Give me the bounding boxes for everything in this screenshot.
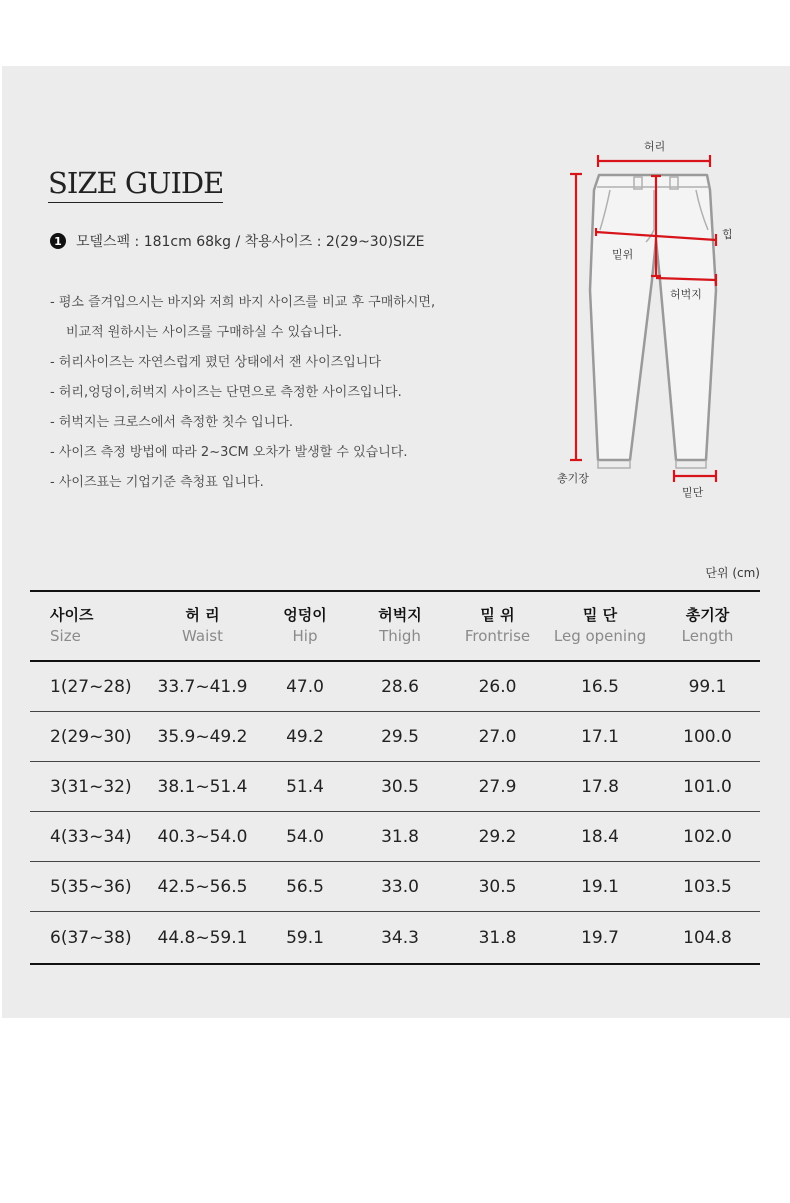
cell-hip: 47.0 xyxy=(260,661,350,712)
header-length: 총기장 Length xyxy=(681,606,734,645)
cell-length: 104.8 xyxy=(655,912,760,965)
table-row xyxy=(30,712,760,762)
cell-waist: 40.3~54.0 xyxy=(145,812,260,862)
cell-length: 101.0 xyxy=(655,762,760,812)
cell-waist: 42.5~56.5 xyxy=(145,862,260,912)
cell-size: 1(27~28) xyxy=(30,661,145,712)
cell-thigh: 30.5 xyxy=(350,762,450,812)
cell-size: 2(29~30) xyxy=(30,712,145,762)
header-hip: 엉덩이 Hip xyxy=(283,606,327,645)
cell-thigh: 31.8 xyxy=(350,812,450,862)
cell-frontrise: 29.2 xyxy=(450,812,545,862)
length-label: 총기장 xyxy=(557,472,589,485)
hip-label: 힙 xyxy=(722,228,733,241)
number-badge: 1 xyxy=(50,233,66,249)
cell-size: 3(31~32) xyxy=(30,762,145,812)
size-table xyxy=(30,590,760,965)
cell-leg-opening: 18.4 xyxy=(545,812,655,862)
cell-size: 5(35~36) xyxy=(30,862,145,912)
cell-hip: 59.1 xyxy=(260,912,350,965)
cell-size: 4(33~34) xyxy=(30,812,145,862)
cell-frontrise: 31.8 xyxy=(450,912,545,965)
cell-thigh: 29.5 xyxy=(350,712,450,762)
unit-label: 단위 (cm) xyxy=(705,566,760,580)
cell-frontrise: 27.0 xyxy=(450,712,545,762)
header-waist: 허 리 Waist xyxy=(182,606,223,645)
cell-size: 6(37~38) xyxy=(30,912,145,965)
note-item: - 허리,엉덩이,허벅지 사이즈는 단면으로 측정한 사이즈입니다. xyxy=(50,385,402,400)
note-item: - 허리사이즈는 자연스럽게 폈던 상태에서 잰 사이즈입니다 xyxy=(50,355,381,370)
thigh-label: 허벅지 xyxy=(670,288,702,301)
note-item: - 평소 즐겨입으시는 바지와 저희 바지 사이즈를 비교 후 구매하시면, xyxy=(50,295,436,310)
cell-thigh: 28.6 xyxy=(350,661,450,712)
table-row xyxy=(30,812,760,862)
hem-label: 밑단 xyxy=(682,486,704,499)
cell-leg-opening: 16.5 xyxy=(545,661,655,712)
cell-leg-opening: 19.7 xyxy=(545,912,655,965)
cell-length: 103.5 xyxy=(655,862,760,912)
cell-leg-opening: 19.1 xyxy=(545,862,655,912)
note-item: - 사이즈 측정 방법에 따라 2~3CM 오차가 발생할 수 있습니다. xyxy=(50,445,408,460)
cell-waist: 38.1~51.4 xyxy=(145,762,260,812)
waist-label: 허리 xyxy=(644,140,666,153)
table-row xyxy=(30,912,760,965)
table-row xyxy=(30,862,760,912)
cell-waist: 33.7~41.9 xyxy=(145,661,260,712)
cell-hip: 51.4 xyxy=(260,762,350,812)
cell-hip: 56.5 xyxy=(260,862,350,912)
model-spec xyxy=(50,231,425,251)
cell-waist: 44.8~59.1 xyxy=(145,912,260,965)
header-thigh: 허벅지 Thigh xyxy=(378,606,422,645)
cell-length: 102.0 xyxy=(655,812,760,862)
cell-thigh: 34.3 xyxy=(350,912,450,965)
rise-label: 밑위 xyxy=(612,248,634,261)
cell-hip: 54.0 xyxy=(260,812,350,862)
cell-frontrise: 27.9 xyxy=(450,762,545,812)
cell-frontrise: 26.0 xyxy=(450,661,545,712)
cell-hip: 49.2 xyxy=(260,712,350,762)
table-row xyxy=(30,762,760,812)
cell-waist: 35.9~49.2 xyxy=(145,712,260,762)
table-row xyxy=(30,661,760,712)
page-title: SIZE GUIDE xyxy=(48,166,223,203)
model-spec-text: 모델스펙 : 181cm 68kg / 착용사이즈 : 2(29~30)SIZE xyxy=(76,234,425,250)
header-leg-opening: 밑 단 Leg opening xyxy=(553,606,647,645)
cell-length: 100.0 xyxy=(655,712,760,762)
note-item: - 허벅지는 크로스에서 측정한 칫수 입니다. xyxy=(50,415,293,430)
table-header-row xyxy=(30,591,760,661)
pants-diagram xyxy=(550,130,750,510)
cell-thigh: 33.0 xyxy=(350,862,450,912)
header-size: 사이즈 Size xyxy=(50,606,94,645)
cell-leg-opening: 17.1 xyxy=(545,712,655,762)
note-item: 비교적 원하시는 사이즈를 구매하실 수 있습니다. xyxy=(66,325,342,340)
header-frontrise: 밑 위 Frontrise xyxy=(464,606,531,645)
cell-leg-opening: 17.8 xyxy=(545,762,655,812)
notes-list xyxy=(50,292,435,502)
cell-frontrise: 30.5 xyxy=(450,862,545,912)
cell-length: 99.1 xyxy=(655,661,760,712)
pants-illustration xyxy=(550,130,750,510)
note-item: - 사이즈표는 기업기준 측청표 입니다. xyxy=(50,475,264,490)
